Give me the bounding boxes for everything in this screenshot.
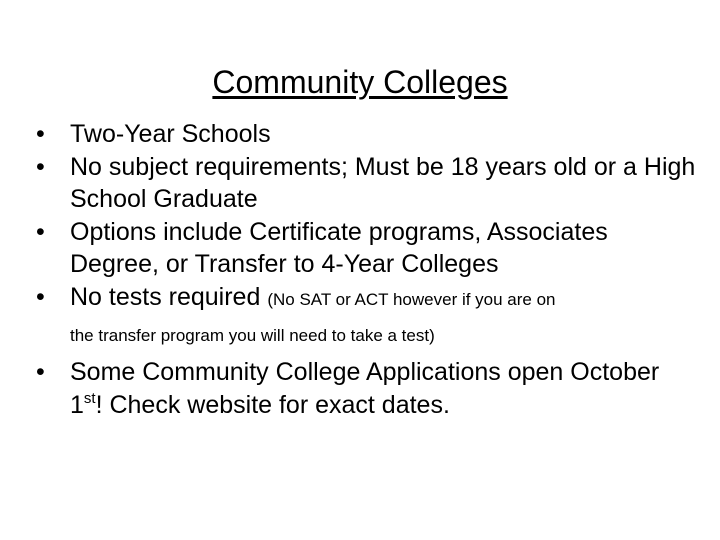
slide-title-text: Community Colleges bbox=[212, 64, 508, 100]
bullet-text: Two-Year Schools bbox=[70, 120, 271, 148]
bullet-item-two-year-schools bbox=[36, 118, 696, 151]
bullet-text: Options include Certificate programs, Associates Degree, or Transfer to 4-Year Colleges bbox=[70, 217, 608, 278]
bullet-list bbox=[36, 118, 696, 421]
bullet-text: Some Community College Applications open October 1 bbox=[70, 358, 660, 419]
bullet-note: (No SAT or ACT however if you are on bbox=[267, 289, 556, 309]
bullet-item-options bbox=[36, 216, 696, 281]
bullet-text: No subject requirements; Must be 18 years old or a High School Graduate bbox=[70, 152, 696, 213]
slide-title bbox=[0, 60, 720, 104]
bullet-text-continued: ! Check website for exact dates. bbox=[95, 390, 450, 419]
bullet-icon: • bbox=[36, 152, 45, 181]
bullet-icon: • bbox=[36, 358, 45, 386]
bullet-icon: • bbox=[36, 282, 45, 311]
bullet-text: No tests required bbox=[70, 282, 268, 311]
bullet-item-applications bbox=[36, 356, 696, 421]
bullet-icon: • bbox=[36, 120, 45, 148]
ordinal-suffix: st bbox=[83, 389, 96, 407]
bullet-note-continued: the transfer program you will need to take a test) bbox=[70, 326, 435, 345]
bullet-item-no-tests bbox=[36, 281, 696, 357]
bullet-icon: • bbox=[36, 217, 45, 246]
bullet-item-requirements bbox=[36, 151, 696, 216]
